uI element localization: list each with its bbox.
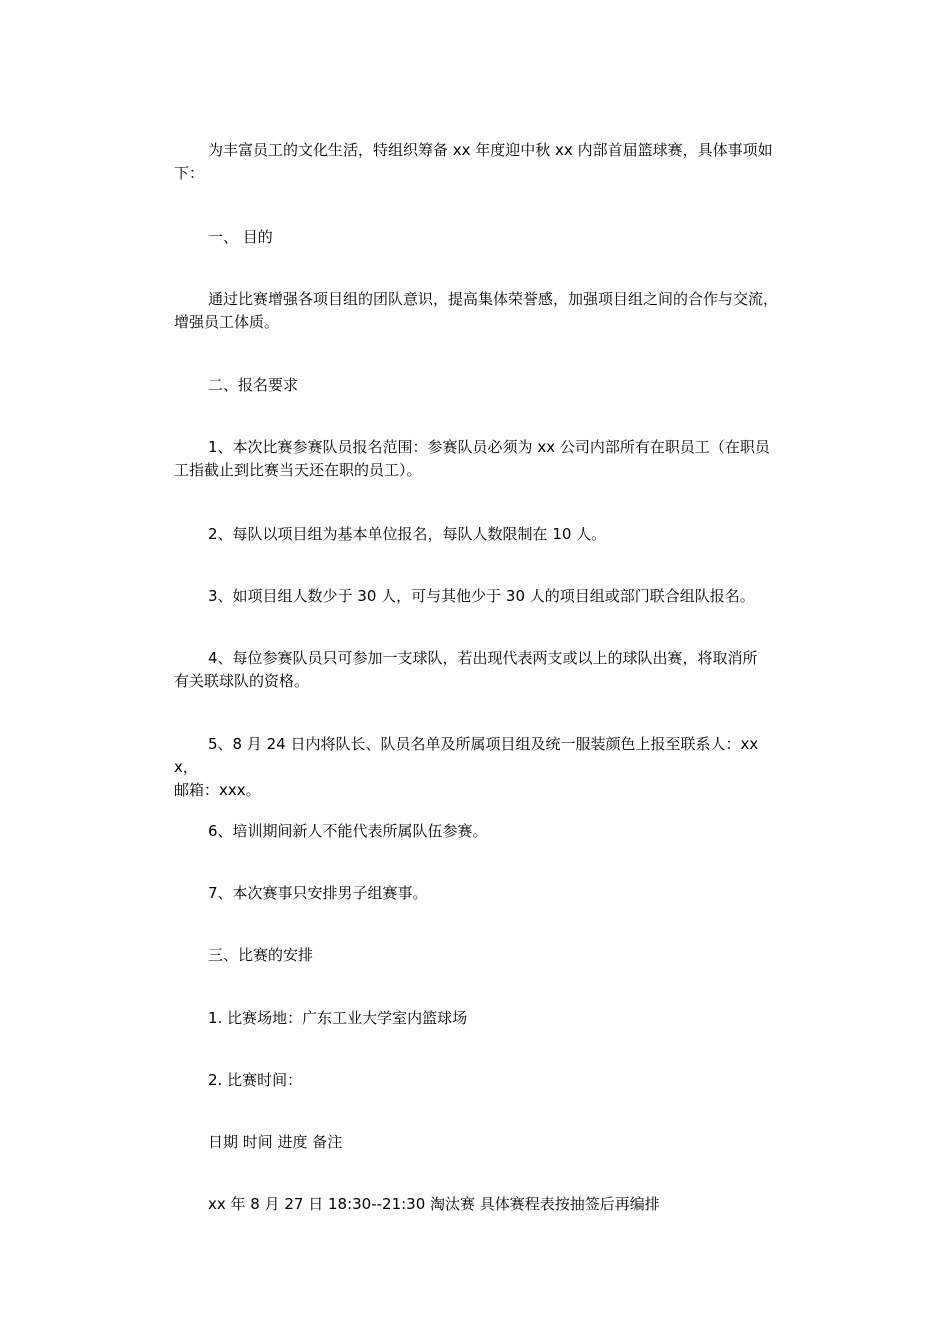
requirement-item-4 bbox=[174, 647, 778, 693]
requirement-item-1-line-2: 工指截止到比赛当天还在职的员工）。 bbox=[174, 461, 422, 479]
requirement-item-5-line-2: 邮箱：xxx。 bbox=[174, 781, 261, 799]
section-1-heading: 一、 目的 bbox=[208, 228, 273, 246]
requirement-item-5 bbox=[174, 733, 778, 802]
requirement-item-7: 7、本次赛事只安排男子组赛事。 bbox=[208, 884, 428, 902]
time-label: 2. 比赛时间： bbox=[208, 1071, 303, 1089]
intro-paragraph bbox=[174, 139, 778, 185]
requirement-item-4-line-1: 4、每位参赛队员只可参加一支球队，若出现代表两支或以上的球队出赛，将取消所 bbox=[208, 649, 758, 667]
section-1-body-line-2: 增强员工体质。 bbox=[174, 313, 280, 331]
requirement-item-5-line-1: 5、8 月 24 日内将队长、队员名单及所属项目组及统一服装颜色上报至联系人：xxx， bbox=[174, 735, 759, 776]
intro-line-2: 下： bbox=[174, 164, 205, 182]
intro-line-1: 为丰富员工的文化生活，特组织筹备 xx 年度迎中秋 xx 内部首届篮球赛，具体事项如 bbox=[208, 141, 773, 159]
section-3-heading: 三、比赛的安排 bbox=[208, 946, 314, 964]
requirement-item-2: 2、每队以项目组为基本单位报名，每队人数限制在 10 人。 bbox=[208, 525, 607, 543]
venue-line: 1. 比赛场地：广东工业大学室内篮球场 bbox=[208, 1009, 468, 1027]
section-1-body bbox=[174, 288, 778, 334]
requirement-item-3: 3、如项目组人数少于 30 人，可与其他少于 30 人的项目组或部门联合组队报名。 bbox=[208, 587, 755, 605]
section-2-heading: 二、报名要求 bbox=[208, 376, 299, 394]
requirement-item-6: 6、培训期间新人不能代表所属队伍参赛。 bbox=[208, 822, 488, 840]
requirement-item-1 bbox=[174, 436, 778, 482]
schedule-table-row: xx 年 8 月 27 日 18:30--21:30 淘汰赛 具体赛程表按抽签后再编排 bbox=[208, 1195, 660, 1213]
section-1-body-line-1: 通过比赛增强各项目组的团队意识，提高集体荣誉感，加强项目组之间的合作与交流， bbox=[208, 290, 779, 308]
schedule-table-header: 日期 时间 进度 备注 bbox=[208, 1133, 343, 1151]
requirement-item-1-line-1: 1、本次比赛参赛队员报名范围：参赛队员必须为 xx 公司内部所有在职员工（在职员 bbox=[208, 438, 770, 456]
requirement-item-4-line-2: 有关联球队的资格。 bbox=[174, 672, 310, 690]
